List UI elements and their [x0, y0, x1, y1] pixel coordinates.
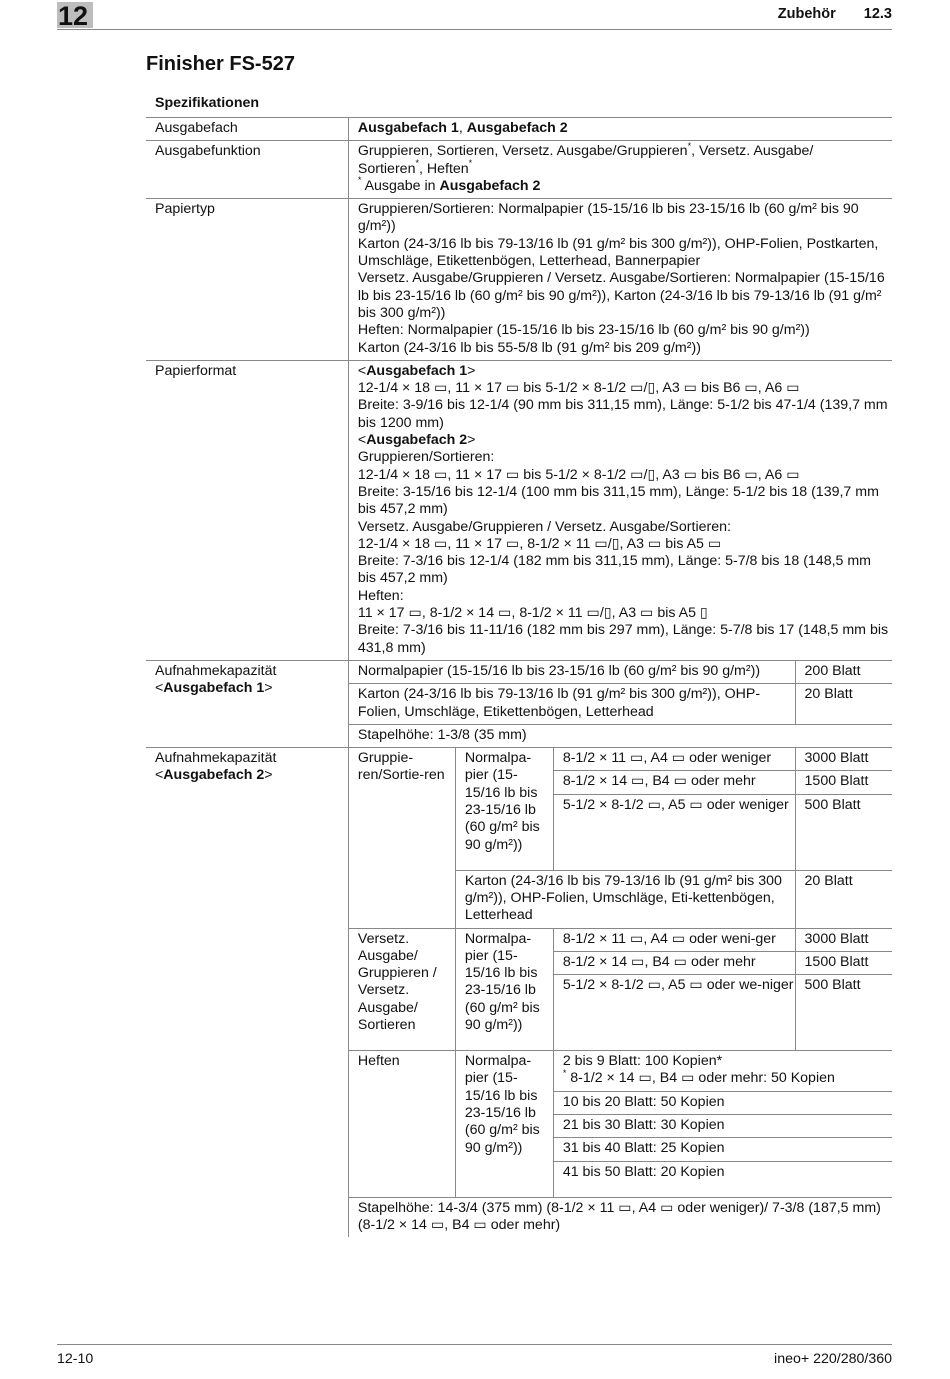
size-label: 8-1/2 × 11 ▭, A4 ▭ oder weni-ger — [553, 928, 795, 951]
capacity-amount: 20 Blatt — [795, 870, 892, 928]
spec-value: Gruppieren, Sortieren, Versetz. Ausgabe/Gruppieren*, Versetz. Ausgabe/ Sortieren*, Heften* * Ausgabe in Ausgabefach 2 — [348, 141, 892, 199]
capacity-amount: 200 Blatt — [795, 660, 892, 683]
capacity-amount: 3000 Blatt — [795, 928, 892, 951]
spec-label: Ausgabefach — [146, 118, 348, 141]
staple-row: 10 bis 20 Blatt: 50 Kopien — [553, 1091, 892, 1114]
spec-label: Aufnahmekapazität <Ausgabefach 2> — [146, 748, 348, 1238]
footer-rule — [57, 1344, 892, 1345]
stack-height: Stapelhöhe: 14-3/4 (375 mm) (8-1/2 × 11 ▭, A4 ▭ oder weniger)/ 7-3/8 (187,5 mm) (8-1/2 × 14 ▭, B4 ▭ oder mehr) — [348, 1197, 892, 1237]
spec-heading: Spezifikationen — [155, 95, 260, 111]
section-number: 12.3 — [863, 6, 892, 22]
staple-row: 31 bis 40 Blatt: 25 Kopien — [553, 1138, 892, 1161]
paper-label: Normalpa-pier (15-15/16 lb bis 23-15/16 lb (60 g/m² bis 90 g/m²)) — [455, 748, 553, 871]
spec-label: Papiertyp — [146, 199, 348, 361]
spec-value: <Ausgabefach 1> 12-1/4 × 18 ▭, 11 × 17 ▭ bis 5-1/2 × 8-1/2 ▭/▯, A3 ▭ bis B6 ▭, A6 ▭ Breite: 3-9/16 bis 12-1/4 (90 mm bis 311,15 mm), Länge: 5-1/2 bis 47-1/4 (139,7 mm bis 1200 mm) <Ausgabefach 2> Gruppieren/Sortieren: 12-1/4 × 18 ▭, 11 × 17 ▭ bis 5-1/2 × 8-1/2 ▭/▯, A3 ▭ bis B6 ▭, A6 ▭ Breite: 3-15/16 bis 12-1/4 (100 mm bis 311,15 mm), Länge: 5-1/2 bis 18 (139,7 mm bis 457,2 mm) Versetz. Ausgabe/Gruppieren / Versetz. Ausgabe/Sortieren: 12-1/4 × 18 ▭, 11 × 17 ▭, 8-1/2 × 11 ▭/▯, A3 ▭ bis A5 ▭ Breite: 7-3/16 bis 12-1/4 (182 mm bis 311,15 mm), Länge: 5-7/8 bis 18 (148,5 mm bis 457,2 mm) Heften: 11 × 17 ▭, 8-1/2 × 14 ▭, 8-1/2 × 11 ▭/▯, A3 ▭ bis A5 ▯ Breite: 7-3/16 bis 11-11/16 (182 mm bis 297 mm), Länge: 5-7/8 bis 17 (148,5 mm bis 431,8 mm) — [348, 360, 892, 660]
spec-label: Ausgabefunktion — [146, 141, 348, 199]
mode-label: Versetz. Ausgabe/ Gruppieren / Versetz. Ausgabe/ Sortieren — [348, 928, 455, 1051]
spec-label: Aufnahmekapazität <Ausgabefach 1> — [146, 660, 348, 747]
spec-row-output-function — [146, 141, 892, 199]
paper-label: Normalpa-pier (15-15/16 lb bis 23-15/16 lb (60 g/m² bis 90 g/m²)) — [455, 928, 553, 1051]
spec-value: Ausgabefach 1, Ausgabefach 2 — [348, 118, 892, 141]
karton-label: Karton (24-3/16 lb bis 79-13/16 lb (91 g/m² bis 300 g/m²)), OHP-Folien, Umschläge, Eti-kettenbögen, Letterhead — [455, 870, 795, 928]
section-name: Zubehör — [777, 6, 836, 22]
page-title: Finisher FS-527 — [146, 53, 295, 75]
spec-label: Papierformat — [146, 360, 348, 660]
running-header — [778, 6, 892, 23]
spec-row-output-tray — [146, 118, 892, 141]
size-label: 8-1/2 × 11 ▭, A4 ▭ oder weniger — [553, 748, 795, 771]
stack-height: Stapelhöhe: 1-3/8 (35 mm) — [348, 724, 892, 747]
mode-label: Gruppie-ren/Sortie-ren — [348, 748, 455, 928]
capacity-desc: Normalpapier (15-15/16 lb bis 23-15/16 lb (60 g/m² bis 90 g/m²)) — [348, 660, 795, 683]
size-label: 5-1/2 × 8-1/2 ▭, A5 ▭ oder weniger — [553, 794, 795, 870]
staple-row: 21 bis 30 Blatt: 30 Kopien — [553, 1115, 892, 1138]
spec-row-capacity-tray2 — [146, 748, 892, 771]
spec-table — [146, 117, 892, 1237]
capacity-amount: 500 Blatt — [795, 975, 892, 1051]
staple-row: 41 bis 50 Blatt: 20 Kopien — [553, 1161, 892, 1197]
capacity-amount: 3000 Blatt — [795, 748, 892, 771]
capacity-desc: Karton (24-3/16 lb bis 79-13/16 lb (91 g/m² bis 300 g/m²)), OHP-Folien, Umschläge, Etikettenbögen, Letterhead — [348, 684, 795, 725]
page-number: 12-10 — [57, 1351, 94, 1367]
paper-label: Normalpa-pier (15-15/16 lb bis 23-15/16 lb (60 g/m² bis 90 g/m²)) — [455, 1051, 553, 1197]
size-label: 8-1/2 × 14 ▭, B4 ▭ oder mehr — [553, 951, 795, 974]
chapter-number: 12 — [58, 1, 89, 31]
capacity-amount: 500 Blatt — [795, 794, 892, 870]
size-label: 5-1/2 × 8-1/2 ▭, A5 ▭ oder we-niger — [553, 975, 795, 1051]
spec-row-paper-type — [146, 199, 892, 361]
staple-row: 2 bis 9 Blatt: 100 Kopien* * 8-1/2 × 14 ▭, B4 ▭ oder mehr: 50 Kopien — [553, 1051, 892, 1092]
capacity-amount: 20 Blatt — [795, 684, 892, 725]
mode-label: Heften — [348, 1051, 455, 1197]
header-rule — [57, 29, 892, 30]
capacity-amount: 1500 Blatt — [795, 771, 892, 794]
spec-row-paper-format — [146, 360, 892, 660]
capacity-amount: 1500 Blatt — [795, 951, 892, 974]
spec-value: Gruppieren/Sortieren: Normalpapier (15-15/16 lb bis 23-15/16 lb (60 g/m² bis 90 g/m²)) Karton (24-3/16 lb bis 79-13/16 lb (91 g/m² bis 300 g/m²)), OHP-Folien, Postkarten, Umschläge, Etikettenbögen, Letterhead, Bannerpapier Versetz. Ausgabe/Gruppieren / Versetz. Ausgabe/Sortieren: Normalpapier (15-15/16 lb bis 23-15/16 lb (60 g/m² bis 90 g/m²)), Karton (24-3/16 lb bis 79-13/16 lb (91 g/m² bis 300 g/m²)) Heften: Normalpapier (15-15/16 lb bis 23-15/16 lb (60 g/m² bis 90 g/m²)) Karton (24-3/16 lb bis 55-5/8 lb (91 g/m² bis 209 g/m²)) — [348, 199, 892, 361]
spec-row-capacity-tray1 — [146, 660, 892, 683]
product-name: ineo+ 220/280/360 — [774, 1351, 892, 1367]
size-label: 8-1/2 × 14 ▭, B4 ▭ oder mehr — [553, 771, 795, 794]
